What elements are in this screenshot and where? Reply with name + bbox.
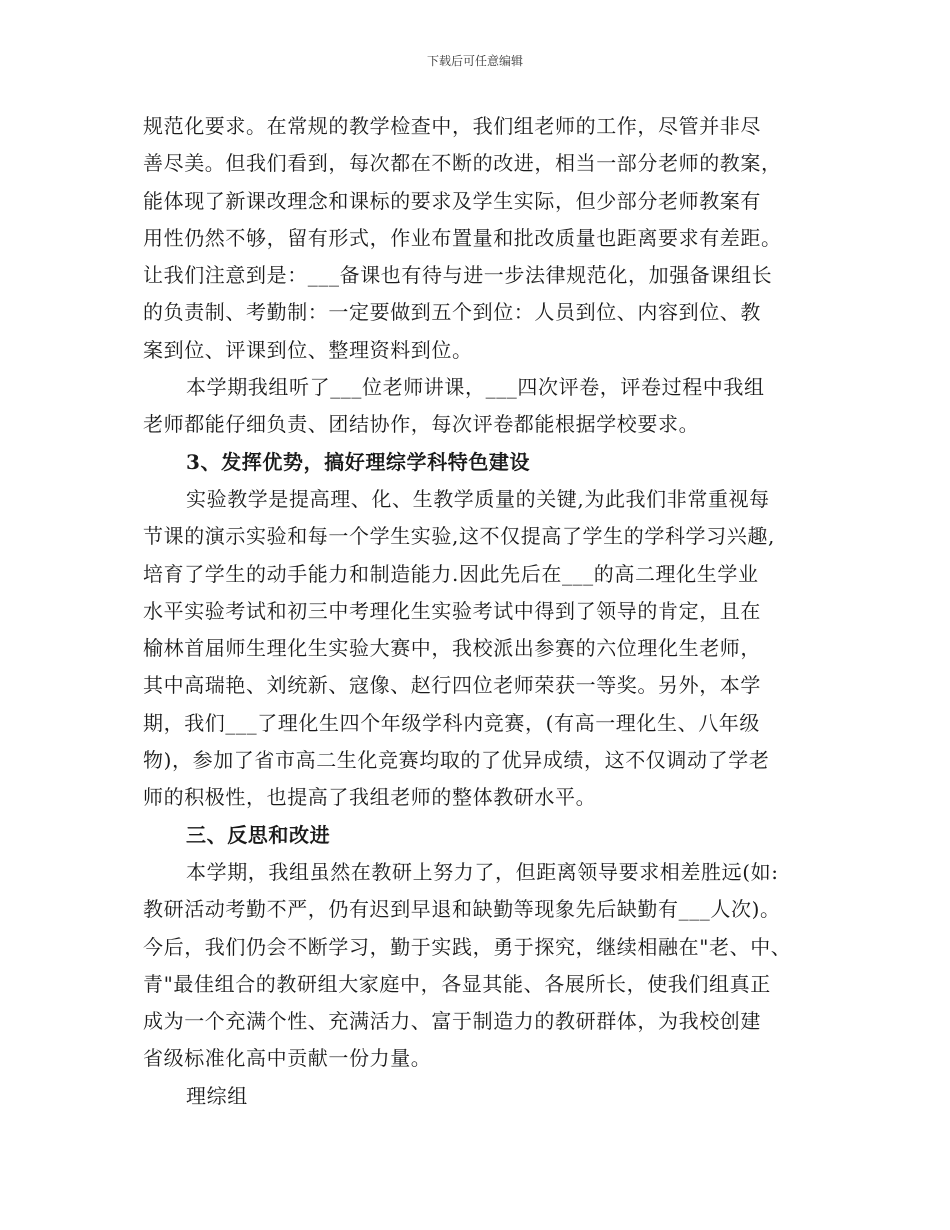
text-line: 期，我们___了理化生四个年级学科内竞赛，(有高一理化生、八年级 bbox=[143, 710, 761, 735]
text-line: 能体现了新课改理念和课标的要求及学生实际，但少部分老师教案有 bbox=[143, 188, 761, 213]
text-line: 善尽美。但我们看到，每次都在不断的改进，相当一部分老师的教案， bbox=[143, 151, 782, 176]
text-line: 让我们注意到是：___备课也有待与进一步法律规范化，加强备课组长 bbox=[143, 263, 773, 288]
text-line: 的负责制、考勤制：一定要做到五个到位：人员到位、内容到位、教 bbox=[143, 300, 761, 325]
text-line: 其中高瑞艳、刘统新、寇像、赵行四位老师荣获一等奖。另外，本学 bbox=[143, 673, 761, 698]
text-line: 本学期，我组虽然在教研上努力了，但距离领导要求相差胜远(如: bbox=[186, 859, 779, 884]
page-header: 下载后可任意编辑 bbox=[426, 54, 523, 68]
text-line: 师的积极性，也提高了我组老师的整体教研水平。 bbox=[143, 785, 597, 810]
text-line: 教研活动考勤不严，仍有迟到早退和缺勤等现象先后缺勤有___人次)。 bbox=[143, 897, 781, 922]
text-line: 用性仍然不够，留有形式，作业布置量和批改质量也距离要求有差距。 bbox=[143, 225, 782, 250]
text-line: 本学期我组听了___位老师讲课，___四次评卷，评卷过程中我组 bbox=[186, 375, 765, 400]
text-line: 成为一个充满个性、充满活力、富于制造力的教研群体，为我校创建 bbox=[143, 1009, 761, 1034]
text-line: 榆林首届师生理化生实验大赛中，我校派出参赛的六位理化生老师， bbox=[143, 636, 761, 661]
text-line: 规范化要求。在常规的教学检查中，我们组老师的工作，尽管并非尽 bbox=[143, 114, 761, 138]
text-line: 今后，我们仍会不断学习，勤于实践，勇于探究，继续相融在"老、中、 bbox=[143, 934, 792, 959]
text-line: 物)，参加了省市高二生化竞赛均取的了优异成绩，这不仅调动了学老 bbox=[143, 748, 770, 773]
text-line: 省级标准化高中贡献一份力量。 bbox=[143, 1046, 432, 1071]
text-line: 节课的演示实验和每一个学生实验,这不仅提高了学生的学科学习兴趣, bbox=[143, 524, 775, 549]
text-line: 水平实验考试和初三中考理化生实验考试中得到了领导的肯定，且在 bbox=[143, 598, 761, 623]
document-body bbox=[143, 108, 823, 1115]
text-line: 案到位、评课到位、整理资料到位。 bbox=[143, 337, 473, 362]
text-line: 理综组 bbox=[186, 1083, 248, 1108]
text-line: 青"最佳组合的教研组大家庭中，各显其能、各展所长，使我们组真正 bbox=[143, 971, 771, 996]
section-heading: 3、发挥优势，搞好理综学科特色建设 bbox=[186, 449, 531, 474]
text-line: 老师都能仔细负责、团结协作，每次评卷都能根据学校要求。 bbox=[143, 412, 700, 437]
text-line: 实验教学是提高理、化、生教学质量的关键,为此我们非常重视每 bbox=[186, 486, 770, 511]
section-heading: 三、反思和改进 bbox=[186, 822, 331, 847]
text-line: 培育了学生的动手能力和制造能力.因此先后在___的高二理化生学业 bbox=[143, 561, 759, 586]
